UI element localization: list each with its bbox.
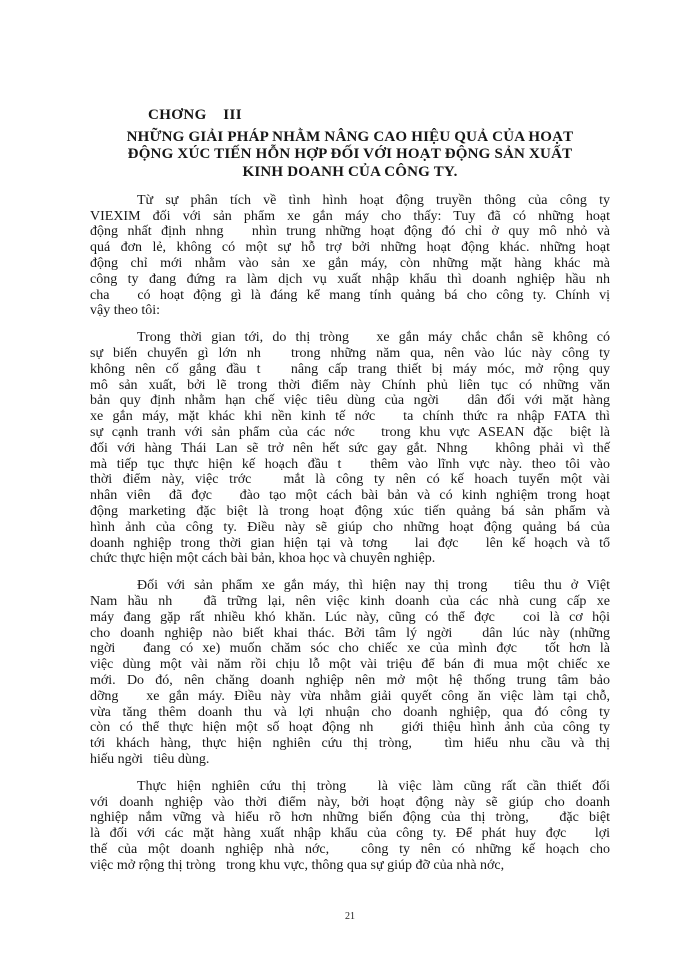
text-line: dỡng xe gắn máy. Điều này vừa nhằm giải quyết công ăn việc làm tại chỗ, [90,688,610,704]
text-line: vậy theo tôi: [90,303,160,319]
paragraph [90,193,610,319]
text-line: bản quy định nhằm hạn chế việc tiêu dùng của ngời dân đối với mặt hàng [90,393,610,409]
text-line: đối với hàng Thái Lan sẽ trở nên hết sức gay gắt. Nhng không phải vì thế [90,440,610,456]
text-line: với doanh nghiệp vào thời điểm này, bởi hoạt động này sẽ giúp cho doanh [90,794,610,810]
text-line: động chỉ mới nhằm vào sản xe gắn máy, còn những mặt hàng khác mà [90,256,610,272]
document-title [90,129,610,181]
text-line: Đối với sản phẩm xe gắn máy, thì hiện nay thị trong tiêu thu ở Việt [137,578,610,594]
text-line: máy đang gặp rất nhiều khó khăn. Lúc này, cũng có thể đợc coi là cơ hội [90,609,610,625]
paragraph [90,330,610,567]
text-line: việc dùng một vài năm rồi chịu lỗ một vài triệu để bán đi mua một chiếc xe [90,657,610,673]
chapter-heading: CHƠNG III [148,107,242,123]
text-line: nhân viên đã đợc đào tạo một cách bài bản và có kinh nghiệm trong hoạt [90,488,610,504]
text-line: quá đơn lẻ, không có một sự hỗ trợ bởi những hoạt động khác. những hoạt [90,240,610,256]
title-line: KINH DOANH CỦA CÔNG TY. [242,163,458,180]
text-line: việc mở rộng thị tròng trong khu vực, thông qua sự giúp đỡ của nhà nớc, [90,857,505,873]
text-line: sự biến chuyển gì lớn nh trong những năm qua, nên vào lúc này công ty [90,346,610,362]
text-line: còn có thể thực hiện một số hoạt động nh giới thiệu hình ảnh của công ty [90,720,610,736]
text-line: hình ảnh của công ty. Điều này sẽ giúp cho những hoạt động quảng bá của [90,519,610,535]
text-line: VIEXIM đối với sản phẩm xe gắn máy cho thấy: Tuy đã có những hoạt [90,208,610,224]
text-line: doanh nghiệp trong thời gian hiện tại và tơng lai đợc lên kế hoạch và tổ [90,535,610,551]
text-line: mới. Do đó, nên chăng doanh nghiệp nên mở một hệ thống trung tâm bảo [90,673,610,688]
text-line: thế của một doanh nghiệp nhà nớc, công ty nên có những kế hoạch cho [90,841,610,857]
text-line: Trong thời gian tới, do thị tròng xe gắn máy chắc chắn sẽ không có [137,330,610,346]
text-line: mà tiếp tục thực hiện kế hoạch đầu t thêm vào lĩnh vực này. theo tôi vào [90,456,610,472]
text-line: hiếu ngời tiêu dùng. [90,751,210,767]
text-line: cha có hoạt động gì là đáng kể mang tính quảng bá cho công ty. Chính vị [90,287,610,303]
text-line: công ty đang đứng ra làm dịch vụ xuất nhập khẩu thì doanh nghiệp hầu nh [90,271,610,287]
page-number: 21 [345,911,355,922]
title-line: ĐỘNG XÚC TIẾN HỖN HỢP ĐỐI VỚI HOẠT ĐỘNG SẢN XUẤT [127,146,573,163]
text-line: ngời đang có xe) muốn chăm sóc cho chiếc xe của mình đợc tốt hơn là [90,641,610,657]
paragraph [90,578,610,768]
text-line: tới khách hàng, thực hiện nghiên cứu thị tròng, tìm hiểu nhu cầu và thị [90,736,610,752]
text-line: động marketing đặc biệt là trong hoạt động xúc tiến quảng bá sản phẩm và [90,504,610,520]
text-line: Nam hầu nh đã trững lại, nên việc kinh doanh của các nhà cung cấp xe [90,594,610,610]
text-line: vừa tăng thêm doanh thu và lợi nhuận cho doanh nghiệp, qua đó công ty [90,704,610,720]
text-line: cho doanh nghiệp nào biết khai thác. Bởi tâm lý ngời dân lúc này (những [90,625,610,641]
paragraph [90,779,610,874]
text-line: mô sản xuất, bởi lẽ trong thời điểm này Chính phủ liên tục có những văn [90,377,610,393]
text-line: động nhất định nhng nhìn trung những hoạt động đó chỉ ở quy mô nhỏ và [90,224,610,240]
text-line: sự cạnh tranh với sản phẩm của các nớc trong khu vực ASEAN đặc biệt là [90,425,610,441]
paragraphs [90,193,610,874]
text-line: Từ sự phân tích về tình hình hoạt động truyền thông của công ty [137,192,610,208]
text-line: xe gắn máy, mặt khác khi nền kinh tế nớc ta chính thức ra nhập FATA thì [90,409,610,425]
text-line: nghiệp nắm vững và hiểu rõ hơn những biến động của thị tròng, đặc biệt [90,810,610,826]
text-line: là đối với các mặt hàng xuất nhập khẩu của công ty. Để phát huy đợc lợi [90,826,610,842]
title-line: NHỮNG GIẢI PHÁP NHẰM NÂNG CAO HIỆU QUẢ CỦA HOẠT [126,129,574,145]
text-line: thời điểm này, việc trớc mắt là công ty nên có kế hoach tuyển một vài [90,472,610,488]
text-line: không nên cố gắng đầu t nâng cấp trang thiết bị máy móc, mở rộng quy [90,361,610,377]
text-line: chức thực hiện một cách bài bản, khoa học và chuyên nghiệp. [90,551,436,567]
page-content [90,106,610,874]
text-line: Thực hiện nghiên cứu thị tròng là việc làm cũng rất cần thiết đối [137,778,610,794]
